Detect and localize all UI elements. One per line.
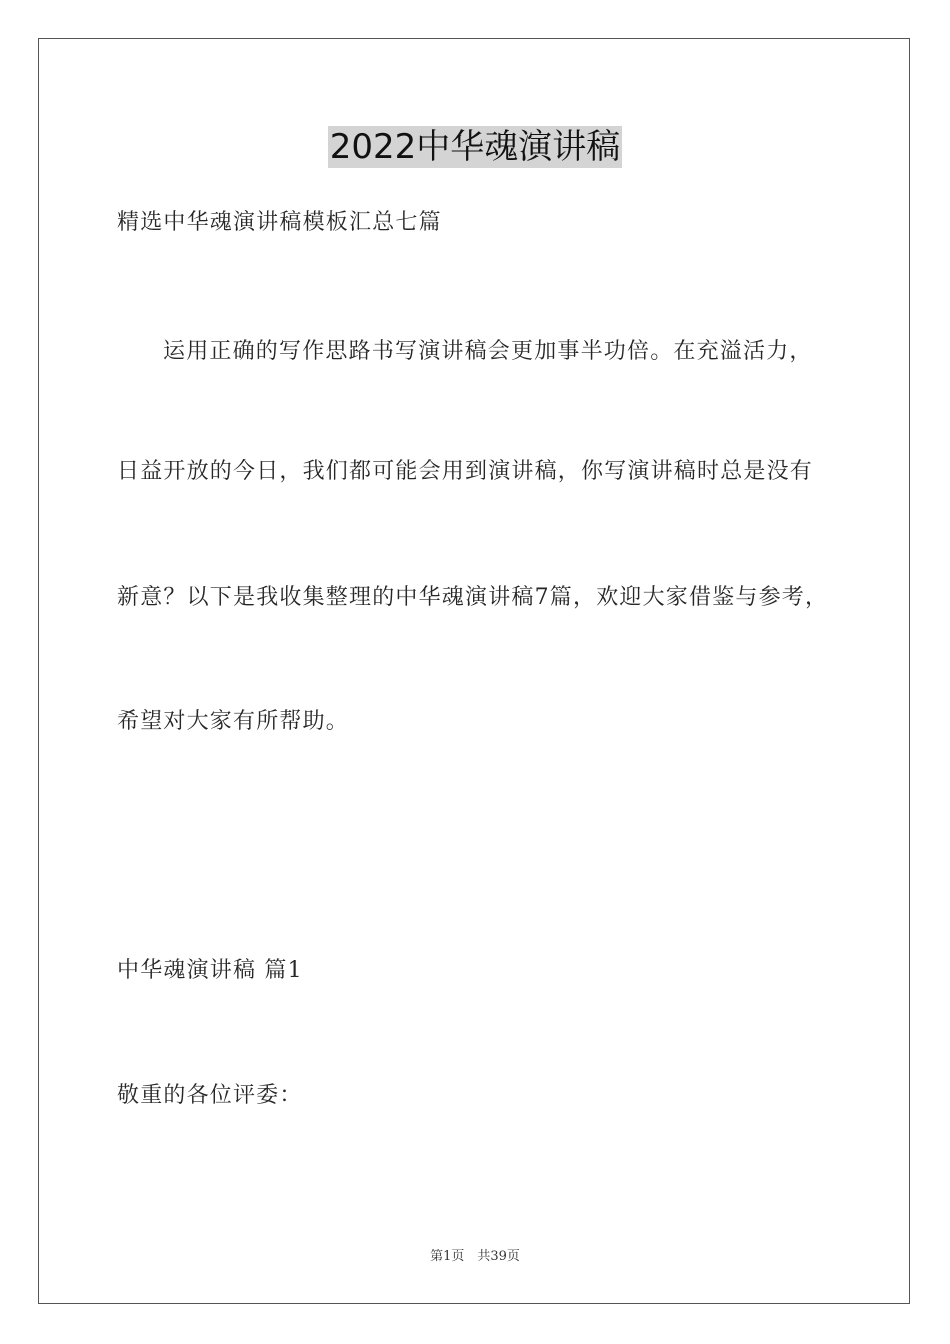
title-container — [0, 126, 950, 168]
document-title: 2022中华魂演讲稿 — [329, 127, 621, 167]
intro-line-2: 日益开放的今日，我们都可能会用到演讲稿，你写演讲稿时总是没有 — [117, 459, 814, 484]
intro-line-4: 希望对大家有所帮助。 — [117, 709, 350, 734]
document-subtitle: 精选中华魂演讲稿模板汇总七篇 — [117, 210, 442, 235]
intro-line-1: 运用正确的写作思路书写演讲稿会更加事半功倍。在充溢活力， — [163, 339, 813, 364]
salutation: 敬重的各位评委： — [117, 1083, 303, 1108]
section-heading: 中华魂演讲稿 篇1 — [117, 958, 303, 983]
page-footer: 第1页 共39页 — [430, 1249, 520, 1264]
intro-line-3: 新意？以下是我收集整理的中华魂演讲稿7篇，欢迎大家借鉴与参考， — [117, 585, 829, 610]
